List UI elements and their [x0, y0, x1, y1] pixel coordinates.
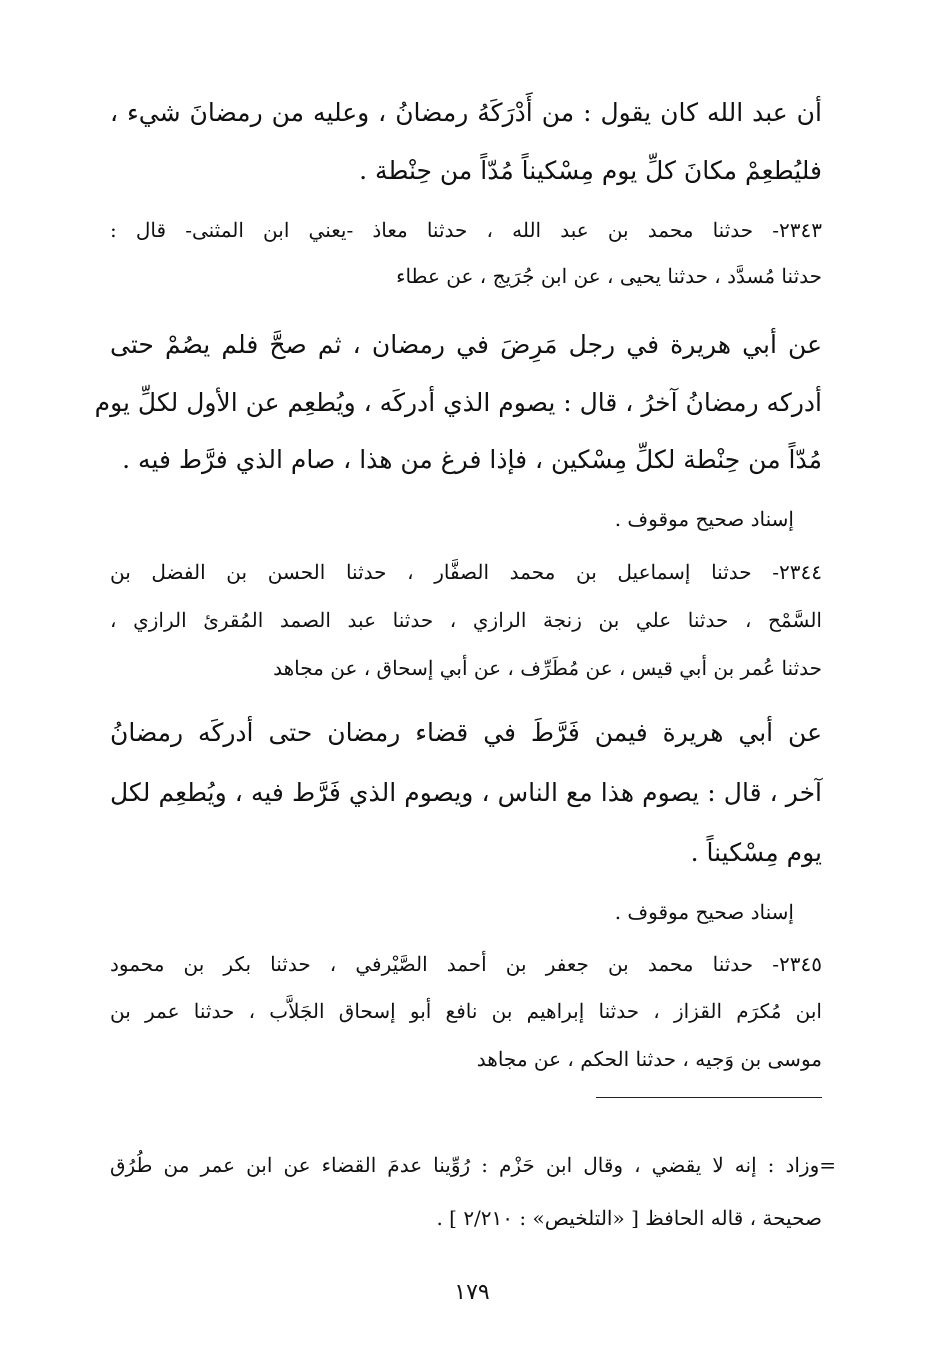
isnad-line: موسى بن وَجيه ، حدثنا الحكم ، عن مجاهد — [476, 1047, 822, 1071]
isnad-line: ٢٣٤٣- حدثنا محمد بن عبد الله ، حدثنا معاذ -يعني ابن المثنى- قال : — [110, 218, 822, 242]
matn-line: مُدّاً من حِنْطة لكلِّ مِسْكين ، فإذا فرغ من هذا ، صام الذي فرَّط فيه . — [122, 445, 822, 474]
footnote-line: =وزاد : إنه لا يقضي ، وقال ابن حَزْم : رُوِّينا عدمَ القضاء عن ابن عمر من طُرُق — [110, 1153, 836, 1177]
grade-note: إسناد صحيح موقوف . — [614, 507, 794, 531]
isnad-line: ٢٣٤٥- حدثنا محمد بن جعفر بن أحمد الصَّيْرفي ، حدثنا بكر بن محمود — [110, 952, 822, 976]
footnote-line: صحيحة ، قاله الحافظ [ «التلخيص» : ٢/٢١٠ ] . — [436, 1206, 822, 1230]
isnad-line: حدثنا عُمر بن أبي قيس ، عن مُطَرِّف ، عن أبي إسحاق ، عن مجاهد — [273, 656, 822, 680]
matn-line: آخر ، قال : يصوم هذا مع الناس ، ويصوم الذي فَرَّط فيه ، ويُطعِم لكل — [110, 778, 822, 807]
isnad-line: ٢٣٤٤- حدثنا إسماعيل بن محمد الصفَّار ، حدثنا الحسن بن الفضل بن — [110, 560, 822, 584]
grade-note: إسناد صحيح موقوف . — [614, 900, 794, 924]
text-line: فليُطعِمْ مكانَ كلِّ يوم مِسْكيناً مُدّاً من حِنْطة . — [359, 156, 822, 185]
page-number: ١٧٩ — [454, 1280, 490, 1305]
footnote-separator — [596, 1097, 822, 1098]
matn-line: عن أبي هريرة في رجل مَرِضَ في رمضان ، ثم صحَّ فلم يصُمْ حتى — [110, 330, 822, 359]
matn-line: يوم مِسْكيناً . — [690, 838, 822, 867]
isnad-line: ابن مُكرَم القزاز ، حدثنا إبراهيم بن نافع أبو إسحاق الجَلاَّب ، حدثنا عمر بن — [110, 999, 822, 1023]
matn-line: عن أبي هريرة فيمن فَرَّطَ في قضاء رمضان حتى أدركَه رمضانُ — [110, 718, 822, 747]
isnad-line: حدثنا مُسدَّد ، حدثنا يحيى ، عن ابن جُرَيج ، عن عطاء — [396, 264, 822, 288]
text-line: أن عبد الله كان يقول : من أَدْرَكَهُ رمضانُ ، وعليه من رمضانَ شيء ، — [110, 98, 822, 127]
matn-line: أدركه رمضانُ آخرُ ، قال : يصوم الذي أدركَه ، ويُطعِم عن الأول لكلِّ يوم — [94, 388, 822, 417]
isnad-line: السَّمْح ، حدثنا علي بن زنجة الرازي ، حدثنا عبد الصمد المُقرئ الرازي ، — [110, 608, 822, 632]
